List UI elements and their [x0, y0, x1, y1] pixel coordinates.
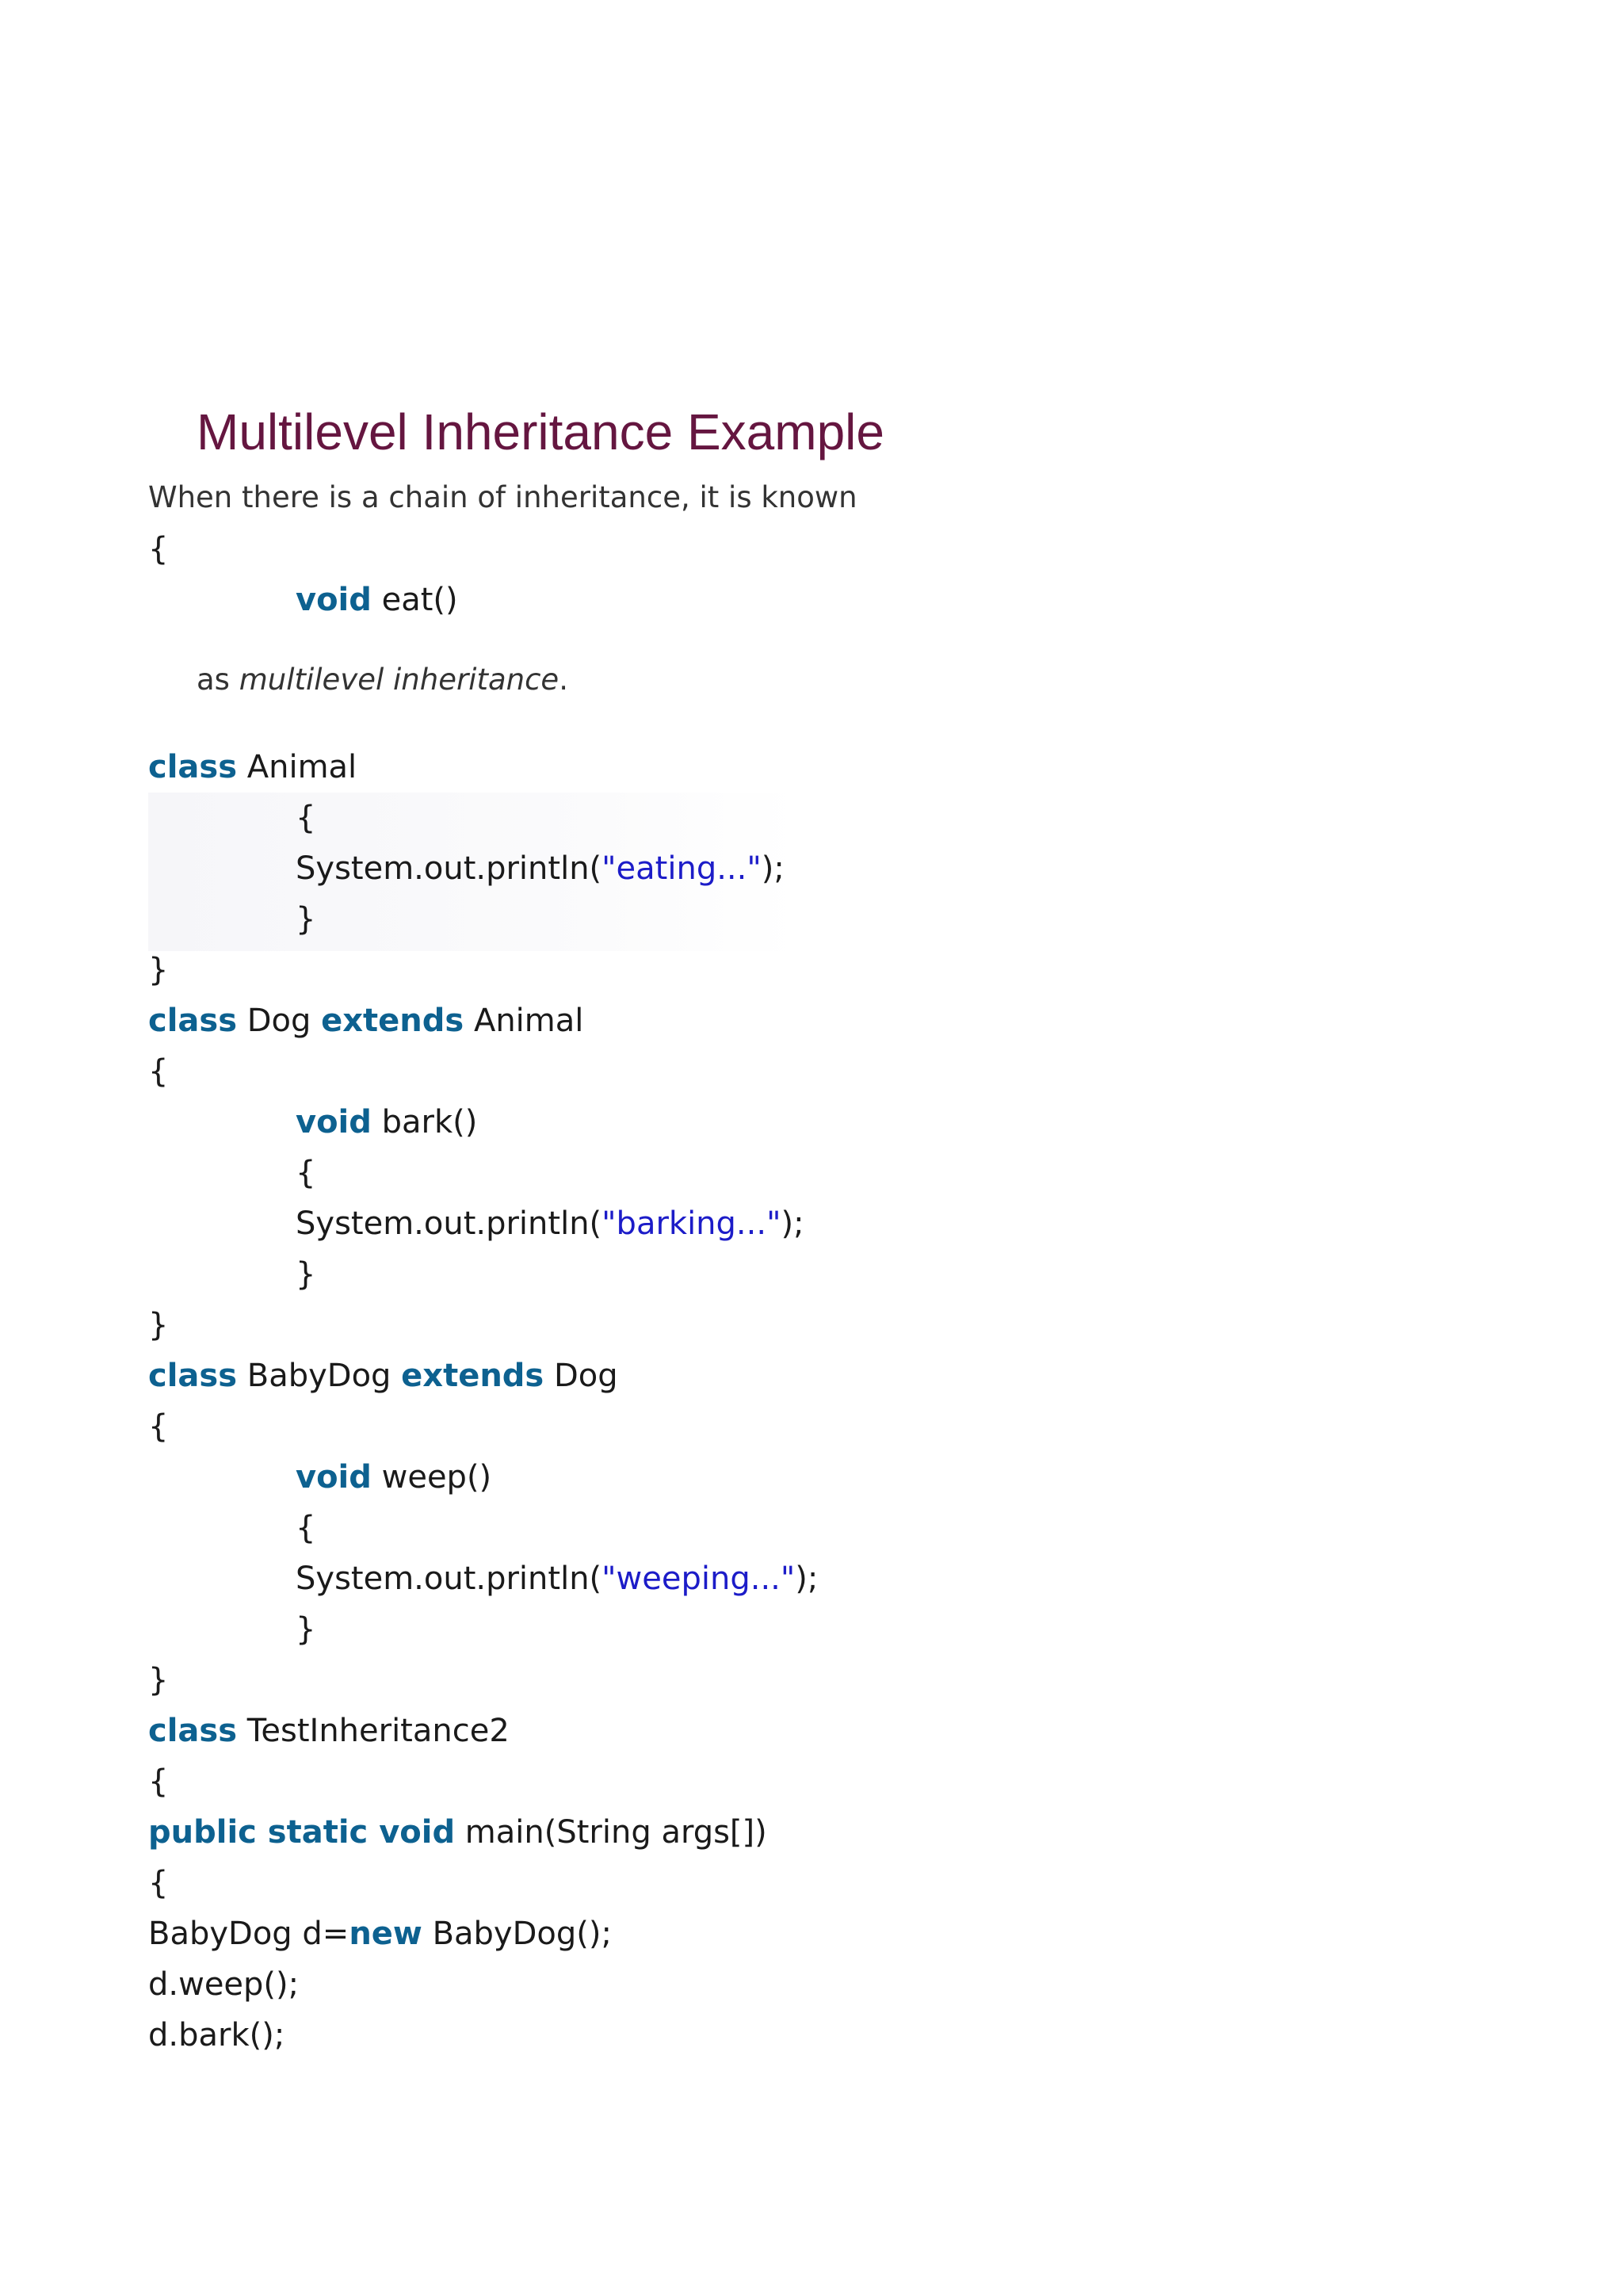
- code-text: Dog: [237, 1003, 322, 1039]
- code-keyword: extends: [321, 1003, 464, 1039]
- code-line: [148, 1356, 618, 1396]
- intro-tail-suffix: .: [559, 663, 568, 697]
- code-line: }: [148, 1662, 169, 1698]
- page-title: Multilevel Inheritance Example: [197, 403, 884, 460]
- code-line: [296, 849, 785, 888]
- code-text: BabyDog d=: [148, 1916, 349, 1952]
- code-keyword: class: [148, 1358, 238, 1394]
- code-line: }: [296, 1611, 316, 1648]
- code-line: {: [296, 1510, 316, 1546]
- code-text: );: [781, 1205, 804, 1242]
- code-keyword: void: [296, 582, 372, 618]
- code-keyword: class: [148, 1003, 238, 1039]
- code-line: d.bark();: [148, 2017, 285, 2053]
- code-keyword: void: [296, 1459, 372, 1496]
- code-line: {: [296, 800, 316, 836]
- code-line: }: [148, 952, 169, 988]
- code-text: eat(): [371, 582, 458, 618]
- code-text: );: [795, 1561, 819, 1597]
- code-text: BabyDog: [237, 1358, 402, 1394]
- code-line: }: [296, 1256, 316, 1293]
- code-text: {: [148, 531, 169, 567]
- code-line: {: [148, 1763, 169, 1800]
- code-string: "eating...": [601, 850, 762, 887]
- code-text: Animal: [464, 1003, 584, 1039]
- code-text: System.out.println(: [296, 1205, 602, 1242]
- code-line: [296, 1204, 804, 1244]
- code-line: [148, 1914, 612, 1954]
- code-line: }: [296, 901, 316, 938]
- code-line: }: [148, 1307, 169, 1343]
- code-text: bark(): [371, 1104, 478, 1140]
- code-keyword: public static void: [148, 1814, 456, 1851]
- code-line: {: [148, 1865, 169, 1901]
- code-text: weep(): [371, 1459, 492, 1496]
- code-line: {: [148, 1053, 169, 1090]
- code-keyword: new: [349, 1916, 422, 1952]
- code-line: [148, 1001, 583, 1041]
- intro-tail-prefix: as: [197, 663, 239, 697]
- code-text: );: [761, 850, 785, 887]
- code-line: [148, 747, 357, 787]
- code-line: {: [296, 1155, 316, 1191]
- code-string: "weeping...": [601, 1561, 796, 1597]
- intro-tail-text: [197, 663, 568, 697]
- code-line: d.weep();: [148, 1966, 300, 2003]
- code-line: {: [148, 1408, 169, 1445]
- intro-text: When there is a chain of inheritance, it is known: [148, 480, 857, 514]
- code-line: [296, 580, 458, 620]
- code-line: [148, 1711, 510, 1751]
- code-text: System.out.println(: [296, 1561, 602, 1597]
- code-text: Animal: [237, 749, 357, 785]
- code-keyword: class: [148, 1713, 238, 1749]
- code-text: main(String args[]): [455, 1814, 767, 1851]
- code-line: [148, 1813, 767, 1852]
- code-text: System.out.println(: [296, 850, 602, 887]
- code-line: [296, 1457, 491, 1497]
- code-keyword: class: [148, 749, 238, 785]
- code-line: [296, 1102, 477, 1142]
- code-line: [296, 1559, 818, 1599]
- code-string: "barking...": [601, 1205, 781, 1242]
- code-keyword: void: [296, 1104, 372, 1140]
- code-keyword: extends: [401, 1358, 544, 1394]
- intro-emphasis: multilevel inheritance: [239, 663, 559, 697]
- code-text: Dog: [544, 1358, 618, 1394]
- code-text: TestInheritance2: [237, 1713, 510, 1749]
- code-text: BabyDog();: [422, 1916, 612, 1952]
- code-line: [148, 529, 168, 569]
